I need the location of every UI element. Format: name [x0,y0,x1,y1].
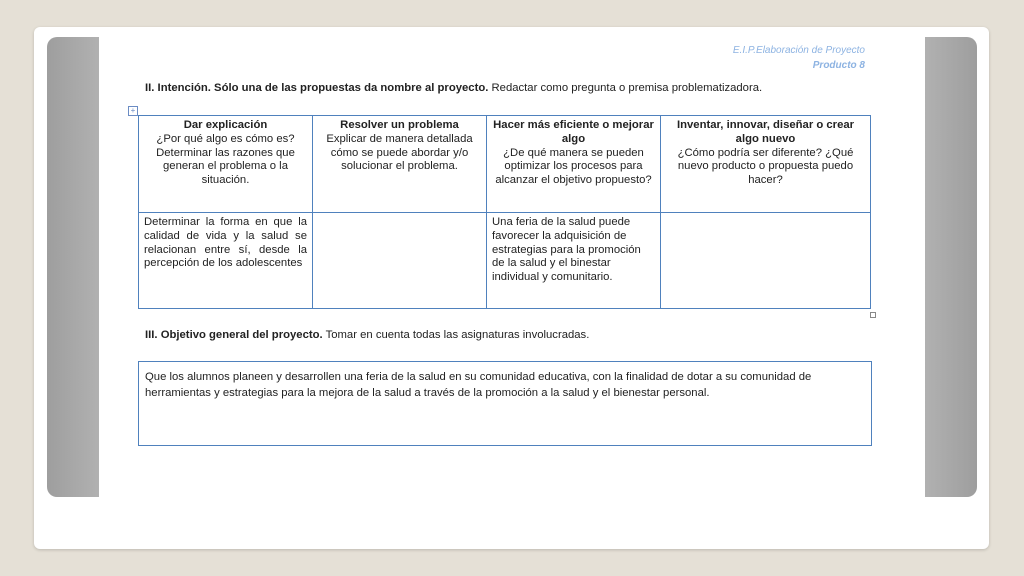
intention-option-cell [661,116,871,213]
section-intention-instruction: Redactar como pregunta o premisa problematizadora. [488,82,763,94]
option-title: Resolver un problema [340,119,459,131]
header-project-title: E.I.P.Elaboración de Proyecto [732,45,865,56]
option-title: Dar explicación [183,119,268,131]
intention-answer-row [139,213,871,309]
table-resize-handle[interactable] [870,312,876,318]
option-description: ¿Por qué algo es cómo es? Determinar las razones que generan el problema o la situación. [156,132,295,187]
section-objective-instruction: Tomar en cuenta todas las asignaturas involucradas. [322,329,590,341]
section-objective-heading [145,329,589,341]
answer-cell[interactable]: Una feria de la salud puede favorecer la adquisición de estrategias para la promoción de la salud y el binestar individual y comunitario. [487,213,661,309]
section-objective-bold: III. Objetivo general del proyecto. [145,329,323,341]
answer-cell[interactable]: Determinar la forma en que la calidad de vida y la salud se relacionan entre sí, desde la percepción de los adolescentes [139,213,313,309]
header-product-number: Producto 8 [812,60,865,71]
answer-cell[interactable] [661,213,871,309]
intention-header-row [139,116,871,213]
document-header [733,43,865,73]
section-intention-bold: II. Intención. Sólo una de las propuestas da nombre al proyecto. [145,82,489,94]
intention-option-cell [313,116,487,213]
intention-option-cell [487,116,661,213]
section-intention-heading [145,82,762,94]
table-move-handle-icon[interactable]: + [128,106,138,116]
answer-cell[interactable] [313,213,487,309]
option-title: Inventar, innovar, diseñar o crear algo nuevo [676,119,855,145]
objective-text-box[interactable]: Que los alumnos planeen y desarrollen una feria de la salud en su comunidad educativa, con la finalidad de dotar a su comunidad de herramientas y estrategias para la mejora de la salud a través de la promoción a la salud y el bienestar personal. [138,361,872,446]
option-title: Hacer más eficiente o mejorar algo [493,119,654,145]
intention-table [138,115,871,309]
option-description: Explicar de manera detallada cómo se puede abordar y/o solucionar el problema. [326,132,473,173]
option-description: ¿De qué manera se pueden optimizar los procesos para alcanzar el objetivo propuesto? [495,146,652,187]
document-page [99,27,925,549]
intention-option-cell [139,116,313,213]
option-description: ¿Cómo podría ser diferente? ¿Qué nuevo producto o propuesta puedo hacer? [677,146,854,187]
